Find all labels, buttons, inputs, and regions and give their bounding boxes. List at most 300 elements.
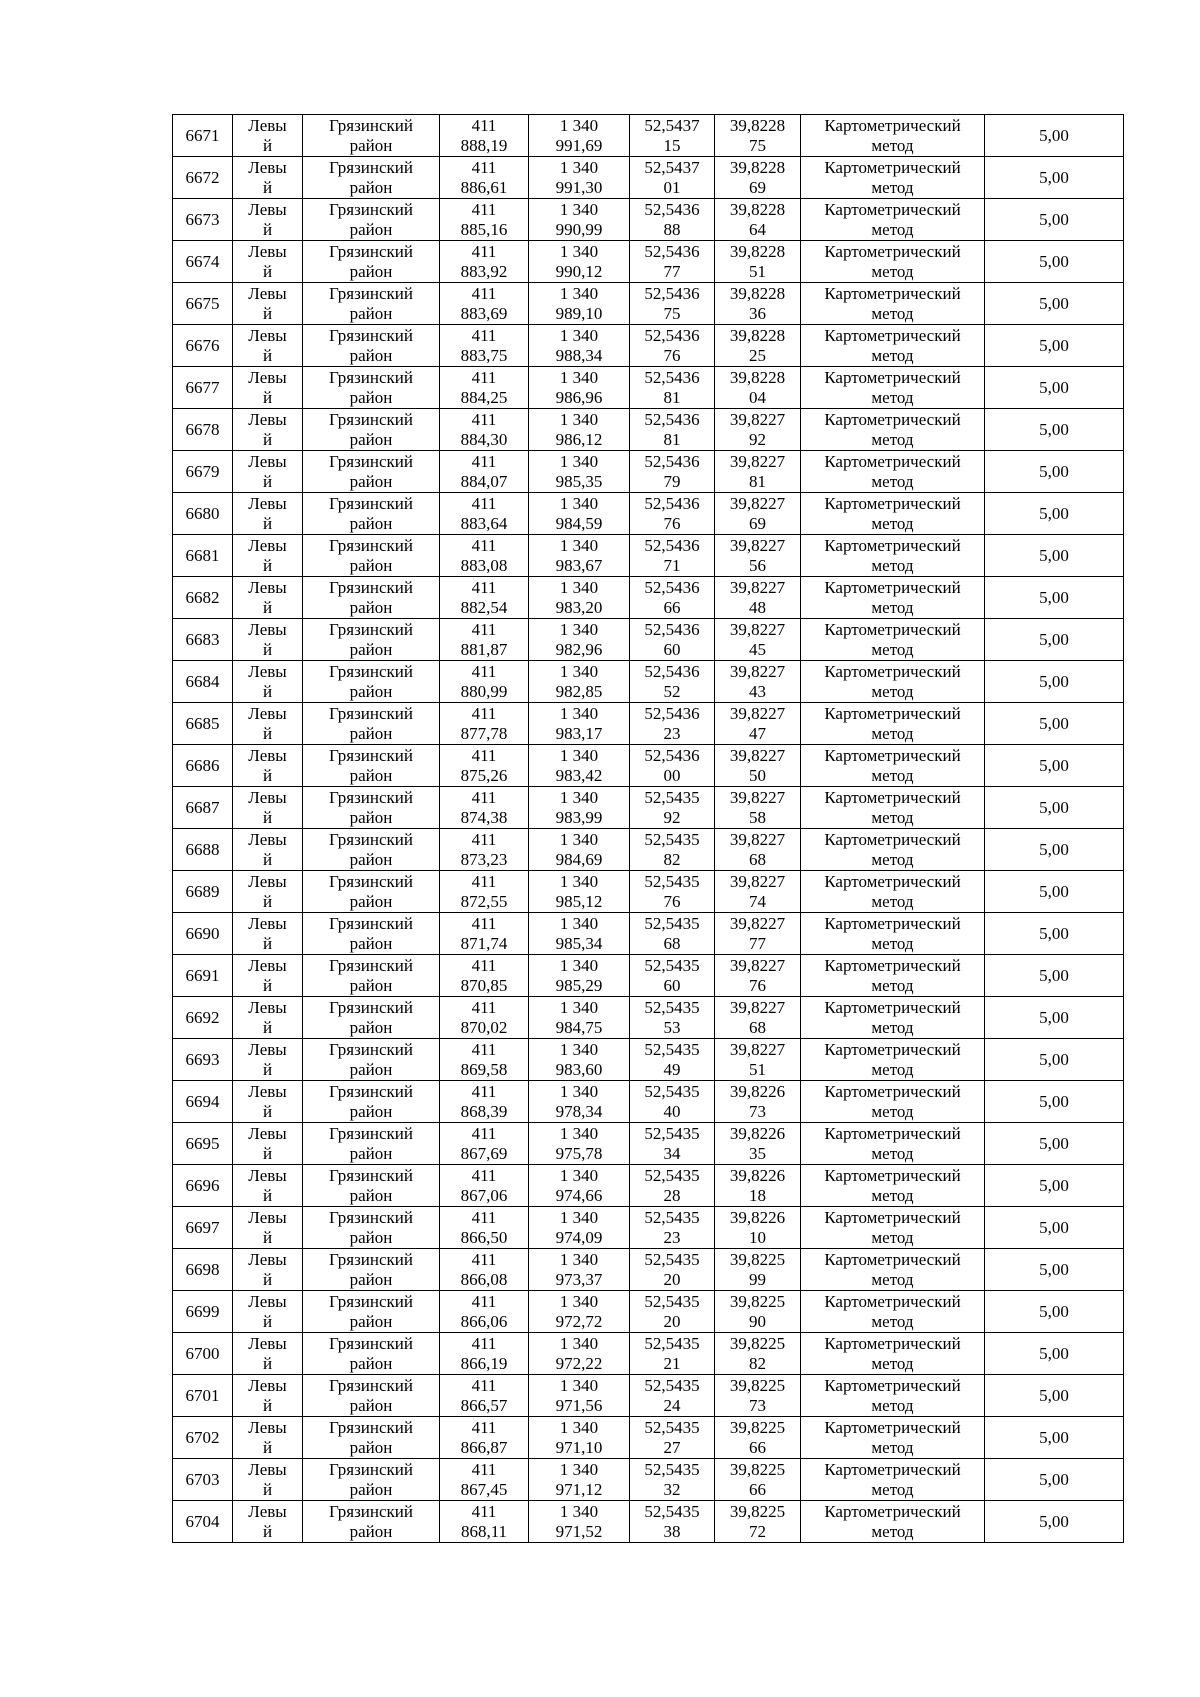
district-line: район (349, 555, 393, 575)
side-line: Левы (248, 787, 287, 807)
longitude-line: 39,8227 (729, 493, 786, 513)
method-line: Картометрический (824, 1207, 961, 1227)
latitude-line: 52,5436 (644, 493, 700, 513)
latitude-line: 88 (663, 219, 681, 239)
x-coordinate-line: 866,06 (460, 1311, 508, 1331)
latitude-line: 21 (663, 1353, 681, 1373)
y-coordinate-line: 985,12 (555, 891, 603, 911)
method-line: метод (871, 807, 914, 827)
district-cell (303, 955, 440, 997)
y-coordinate-line: 1 340 (559, 955, 599, 975)
x-coordinate-line: 411 (471, 955, 497, 975)
latitude-line: 52,5436 (644, 241, 700, 261)
method-cell (801, 787, 985, 829)
longitude-cell (715, 997, 801, 1039)
longitude-line: 39,8225 (729, 1417, 786, 1437)
point-number-cell: 6692 (173, 997, 233, 1039)
side-line: Левы (248, 661, 287, 681)
side-line: Левы (248, 367, 287, 387)
point-number-cell: 6703 (173, 1459, 233, 1501)
x-coordinate-line: 411 (471, 1459, 497, 1479)
y-coordinate-cell (529, 829, 630, 871)
latitude-cell (630, 115, 715, 157)
table-row (173, 115, 1124, 157)
side-cell (233, 1291, 303, 1333)
table-row (173, 787, 1124, 829)
method-line: Картометрический (824, 1249, 961, 1269)
longitude-line: 45 (749, 639, 766, 659)
latitude-line: 52,5437 (644, 157, 700, 177)
latitude-cell (630, 1165, 715, 1207)
method-cell (801, 1249, 985, 1291)
y-coordinate-line: 1 340 (559, 1249, 599, 1269)
longitude-line: 39,8227 (729, 577, 786, 597)
side-line: й (262, 345, 273, 365)
latitude-line: 52,5435 (644, 1417, 700, 1437)
latitude-line: 60 (663, 639, 681, 659)
district-line: район (349, 723, 393, 743)
x-coordinate-cell (440, 871, 529, 913)
x-coordinate-line: 411 (471, 1039, 497, 1059)
longitude-line: 43 (749, 681, 766, 701)
longitude-line: 92 (749, 429, 766, 449)
side-line: й (262, 765, 273, 785)
district-cell (303, 1291, 440, 1333)
table-row (173, 745, 1124, 787)
y-coordinate-cell (529, 787, 630, 829)
x-coordinate-line: 411 (471, 451, 497, 471)
accuracy-cell: 5,00 (985, 955, 1124, 997)
table-row (173, 703, 1124, 745)
latitude-line: 52,5435 (644, 913, 700, 933)
x-coordinate-cell (440, 703, 529, 745)
x-coordinate-line: 875,26 (460, 765, 508, 785)
district-cell (303, 241, 440, 283)
x-coordinate-cell (440, 661, 529, 703)
longitude-cell (715, 745, 801, 787)
y-coordinate-line: 1 340 (559, 367, 599, 387)
longitude-line: 50 (749, 765, 766, 785)
district-line: Грязинский (329, 1249, 413, 1269)
method-cell (801, 1207, 985, 1249)
longitude-cell (715, 115, 801, 157)
longitude-line: 64 (749, 219, 766, 239)
district-cell (303, 1123, 440, 1165)
method-line: Картометрический (824, 157, 961, 177)
latitude-line: 52,5435 (644, 955, 700, 975)
y-coordinate-line: 983,67 (555, 555, 603, 575)
district-line: район (349, 1143, 393, 1163)
longitude-cell (715, 409, 801, 451)
point-number-cell: 6704 (173, 1501, 233, 1543)
accuracy-cell: 5,00 (985, 367, 1124, 409)
point-number-cell: 6684 (173, 661, 233, 703)
x-coordinate-line: 884,25 (460, 387, 508, 407)
district-line: Грязинский (329, 619, 413, 639)
district-line: Грязинский (329, 493, 413, 513)
method-line: метод (871, 429, 914, 449)
x-coordinate-line: 868,39 (460, 1101, 508, 1121)
longitude-cell (715, 1165, 801, 1207)
y-coordinate-line: 973,37 (555, 1269, 603, 1289)
x-coordinate-cell (440, 535, 529, 577)
district-cell (303, 1249, 440, 1291)
x-coordinate-cell (440, 913, 529, 955)
district-line: Грязинский (329, 115, 413, 135)
side-line: й (262, 1395, 273, 1415)
y-coordinate-line: 990,12 (555, 261, 603, 281)
method-line: Картометрический (824, 283, 961, 303)
latitude-cell (630, 871, 715, 913)
y-coordinate-line: 1 340 (559, 283, 599, 303)
x-coordinate-line: 886,61 (460, 177, 508, 197)
side-cell (233, 115, 303, 157)
x-coordinate-cell (440, 1165, 529, 1207)
longitude-cell (715, 1333, 801, 1375)
table-row (173, 1291, 1124, 1333)
latitude-cell (630, 1123, 715, 1165)
method-line: Картометрический (824, 493, 961, 513)
method-line: Картометрический (824, 1123, 961, 1143)
accuracy-cell: 5,00 (985, 325, 1124, 367)
y-coordinate-line: 978,34 (555, 1101, 603, 1121)
x-coordinate-cell (440, 619, 529, 661)
method-cell (801, 703, 985, 745)
district-line: район (349, 1437, 393, 1457)
x-coordinate-line: 883,08 (460, 555, 508, 575)
side-cell (233, 787, 303, 829)
side-cell (233, 1039, 303, 1081)
x-coordinate-line: 866,50 (460, 1227, 508, 1247)
side-cell (233, 871, 303, 913)
y-coordinate-line: 984,59 (555, 513, 603, 533)
side-cell (233, 745, 303, 787)
accuracy-cell: 5,00 (985, 409, 1124, 451)
point-number-cell: 6680 (173, 493, 233, 535)
y-coordinate-line: 1 340 (559, 1039, 599, 1059)
district-line: район (349, 597, 393, 617)
latitude-line: 52,5435 (644, 1207, 700, 1227)
side-cell (233, 157, 303, 199)
longitude-cell (715, 1291, 801, 1333)
latitude-cell (630, 1249, 715, 1291)
y-coordinate-line: 1 340 (559, 1459, 599, 1479)
latitude-cell (630, 1207, 715, 1249)
district-line: район (349, 1059, 393, 1079)
side-line: Левы (248, 955, 287, 975)
district-line: район (349, 1101, 393, 1121)
y-coordinate-cell (529, 703, 630, 745)
district-line: Грязинский (329, 325, 413, 345)
side-line: Левы (248, 241, 287, 261)
method-line: метод (871, 387, 914, 407)
y-coordinate-cell (529, 955, 630, 997)
y-coordinate-line: 1 340 (559, 199, 599, 219)
district-line: Грязинский (329, 451, 413, 471)
district-cell (303, 913, 440, 955)
table-row (173, 1081, 1124, 1123)
latitude-line: 76 (663, 513, 681, 533)
latitude-cell (630, 787, 715, 829)
y-coordinate-cell (529, 493, 630, 535)
point-number-cell: 6674 (173, 241, 233, 283)
side-line: й (262, 1521, 273, 1541)
side-line: Левы (248, 1039, 287, 1059)
longitude-line: 39,8228 (729, 283, 786, 303)
y-coordinate-cell (529, 1249, 630, 1291)
side-cell (233, 1417, 303, 1459)
district-line: район (349, 933, 393, 953)
x-coordinate-cell (440, 1207, 529, 1249)
latitude-line: 71 (663, 555, 681, 575)
table-row (173, 661, 1124, 703)
latitude-line: 79 (663, 471, 681, 491)
longitude-line: 39,8228 (729, 115, 786, 135)
district-line: район (349, 471, 393, 491)
accuracy-cell: 5,00 (985, 493, 1124, 535)
method-cell (801, 577, 985, 619)
x-coordinate-cell (440, 157, 529, 199)
method-line: Картометрический (824, 1165, 961, 1185)
accuracy-cell: 5,00 (985, 1249, 1124, 1291)
y-coordinate-line: 971,52 (555, 1521, 603, 1541)
longitude-cell (715, 787, 801, 829)
longitude-line: 39,8227 (729, 913, 786, 933)
latitude-line: 52,5436 (644, 745, 700, 765)
latitude-line: 53 (663, 1017, 681, 1037)
method-line: метод (871, 555, 914, 575)
y-coordinate-line: 983,42 (555, 765, 603, 785)
x-coordinate-cell (440, 829, 529, 871)
y-coordinate-line: 988,34 (555, 345, 603, 365)
x-coordinate-line: 411 (471, 1417, 497, 1437)
side-line: Левы (248, 535, 287, 555)
district-cell (303, 325, 440, 367)
y-coordinate-line: 986,12 (555, 429, 603, 449)
method-cell (801, 1291, 985, 1333)
district-line: Грязинский (329, 829, 413, 849)
latitude-line: 52,5436 (644, 283, 700, 303)
longitude-cell (715, 241, 801, 283)
method-cell (801, 493, 985, 535)
y-coordinate-cell (529, 1207, 630, 1249)
side-line: Левы (248, 1207, 287, 1227)
x-coordinate-line: 411 (471, 577, 497, 597)
y-coordinate-line: 983,60 (555, 1059, 603, 1079)
side-line: й (262, 261, 273, 281)
longitude-line: 74 (749, 891, 766, 911)
x-coordinate-cell (440, 409, 529, 451)
district-line: Грязинский (329, 535, 413, 555)
accuracy-cell: 5,00 (985, 787, 1124, 829)
y-coordinate-line: 990,99 (555, 219, 603, 239)
y-coordinate-cell (529, 1459, 630, 1501)
y-coordinate-line: 983,99 (555, 807, 603, 827)
point-number-cell: 6677 (173, 367, 233, 409)
method-cell (801, 1123, 985, 1165)
y-coordinate-cell (529, 997, 630, 1039)
side-line: Левы (248, 409, 287, 429)
side-line: Левы (248, 1165, 287, 1185)
x-coordinate-cell (440, 1249, 529, 1291)
x-coordinate-line: 867,45 (460, 1479, 508, 1499)
method-line: Картометрический (824, 199, 961, 219)
method-cell (801, 283, 985, 325)
x-coordinate-line: 411 (471, 913, 497, 933)
longitude-cell (715, 913, 801, 955)
side-line: Левы (248, 619, 287, 639)
side-cell (233, 955, 303, 997)
district-line: Грязинский (329, 661, 413, 681)
longitude-cell (715, 1501, 801, 1543)
latitude-cell (630, 1081, 715, 1123)
method-line: метод (871, 1185, 914, 1205)
side-cell (233, 1207, 303, 1249)
latitude-line: 38 (663, 1521, 681, 1541)
y-coordinate-cell (529, 535, 630, 577)
side-line: й (262, 975, 273, 995)
y-coordinate-line: 982,96 (555, 639, 603, 659)
method-line: Картометрический (824, 1501, 961, 1521)
side-line: й (262, 849, 273, 869)
latitude-cell (630, 367, 715, 409)
district-cell (303, 157, 440, 199)
longitude-line: 81 (749, 471, 766, 491)
latitude-line: 66 (663, 597, 681, 617)
x-coordinate-line: 874,38 (460, 807, 508, 827)
y-coordinate-line: 983,20 (555, 597, 603, 617)
district-cell (303, 115, 440, 157)
district-line: район (349, 765, 393, 785)
method-cell (801, 1039, 985, 1081)
y-coordinate-line: 983,17 (555, 723, 603, 743)
latitude-cell (630, 829, 715, 871)
x-coordinate-line: 884,07 (460, 471, 508, 491)
latitude-line: 32 (663, 1479, 681, 1499)
latitude-cell (630, 955, 715, 997)
point-number-cell: 6681 (173, 535, 233, 577)
longitude-line: 39,8228 (729, 199, 786, 219)
point-number-cell: 6702 (173, 1417, 233, 1459)
table-row (173, 1459, 1124, 1501)
side-line: Левы (248, 703, 287, 723)
longitude-line: 58 (749, 807, 766, 827)
latitude-line: 28 (663, 1185, 681, 1205)
x-coordinate-line: 867,06 (460, 1185, 508, 1205)
longitude-line: 39,8228 (729, 241, 786, 261)
x-coordinate-line: 411 (471, 409, 497, 429)
method-cell (801, 1081, 985, 1123)
side-cell (233, 451, 303, 493)
latitude-line: 40 (663, 1101, 681, 1121)
longitude-line: 75 (749, 135, 766, 155)
longitude-cell (715, 619, 801, 661)
district-line: Грязинский (329, 1123, 413, 1143)
x-coordinate-cell (440, 451, 529, 493)
point-number-cell: 6691 (173, 955, 233, 997)
x-coordinate-cell (440, 1375, 529, 1417)
latitude-line: 01 (663, 177, 681, 197)
latitude-cell (630, 451, 715, 493)
district-line: район (349, 1227, 393, 1247)
y-coordinate-line: 1 340 (559, 535, 599, 555)
side-cell (233, 997, 303, 1039)
x-coordinate-line: 866,57 (460, 1395, 508, 1415)
latitude-cell (630, 913, 715, 955)
table-row (173, 997, 1124, 1039)
method-line: метод (871, 723, 914, 743)
x-coordinate-cell (440, 199, 529, 241)
y-coordinate-line: 991,30 (555, 177, 603, 197)
x-coordinate-line: 883,75 (460, 345, 508, 365)
side-line: й (262, 429, 273, 449)
point-number-cell: 6695 (173, 1123, 233, 1165)
point-number-cell: 6678 (173, 409, 233, 451)
side-line: Левы (248, 157, 287, 177)
latitude-cell (630, 703, 715, 745)
latitude-line: 52,5436 (644, 409, 700, 429)
side-line: й (262, 723, 273, 743)
method-line: Картометрический (824, 1417, 961, 1437)
latitude-cell (630, 577, 715, 619)
method-cell (801, 871, 985, 913)
district-line: Грязинский (329, 703, 413, 723)
side-line: Левы (248, 1249, 287, 1269)
longitude-line: 82 (749, 1353, 766, 1373)
longitude-cell (715, 577, 801, 619)
y-coordinate-line: 1 340 (559, 325, 599, 345)
method-line: метод (871, 681, 914, 701)
longitude-cell (715, 955, 801, 997)
district-line: Грязинский (329, 1291, 413, 1311)
latitude-line: 27 (663, 1437, 681, 1457)
longitude-line: 99 (749, 1269, 766, 1289)
longitude-line: 39,8226 (729, 1207, 786, 1227)
method-line: метод (871, 891, 914, 911)
point-number-cell: 6675 (173, 283, 233, 325)
latitude-cell (630, 619, 715, 661)
method-cell (801, 451, 985, 493)
district-cell (303, 1375, 440, 1417)
point-number-cell: 6676 (173, 325, 233, 367)
side-line: й (262, 1017, 273, 1037)
method-line: Картометрический (824, 955, 961, 975)
district-cell (303, 1501, 440, 1543)
y-coordinate-line: 1 340 (559, 1417, 599, 1437)
longitude-line: 18 (749, 1185, 766, 1205)
accuracy-cell: 5,00 (985, 997, 1124, 1039)
side-cell (233, 1459, 303, 1501)
y-coordinate-line: 1 340 (559, 871, 599, 891)
side-cell (233, 577, 303, 619)
table-row (173, 913, 1124, 955)
district-line: Грязинский (329, 1039, 413, 1059)
accuracy-cell: 5,00 (985, 535, 1124, 577)
district-line: район (349, 177, 393, 197)
latitude-line: 76 (663, 891, 681, 911)
x-coordinate-line: 867,69 (460, 1143, 508, 1163)
x-coordinate-line: 411 (471, 1249, 497, 1269)
latitude-cell (630, 325, 715, 367)
side-line: Левы (248, 1417, 287, 1437)
point-number-cell: 6690 (173, 913, 233, 955)
district-line: район (349, 1395, 393, 1415)
side-cell (233, 409, 303, 451)
y-coordinate-line: 1 340 (559, 451, 599, 471)
method-line: метод (871, 849, 914, 869)
table-row (173, 1123, 1124, 1165)
side-line: Левы (248, 283, 287, 303)
